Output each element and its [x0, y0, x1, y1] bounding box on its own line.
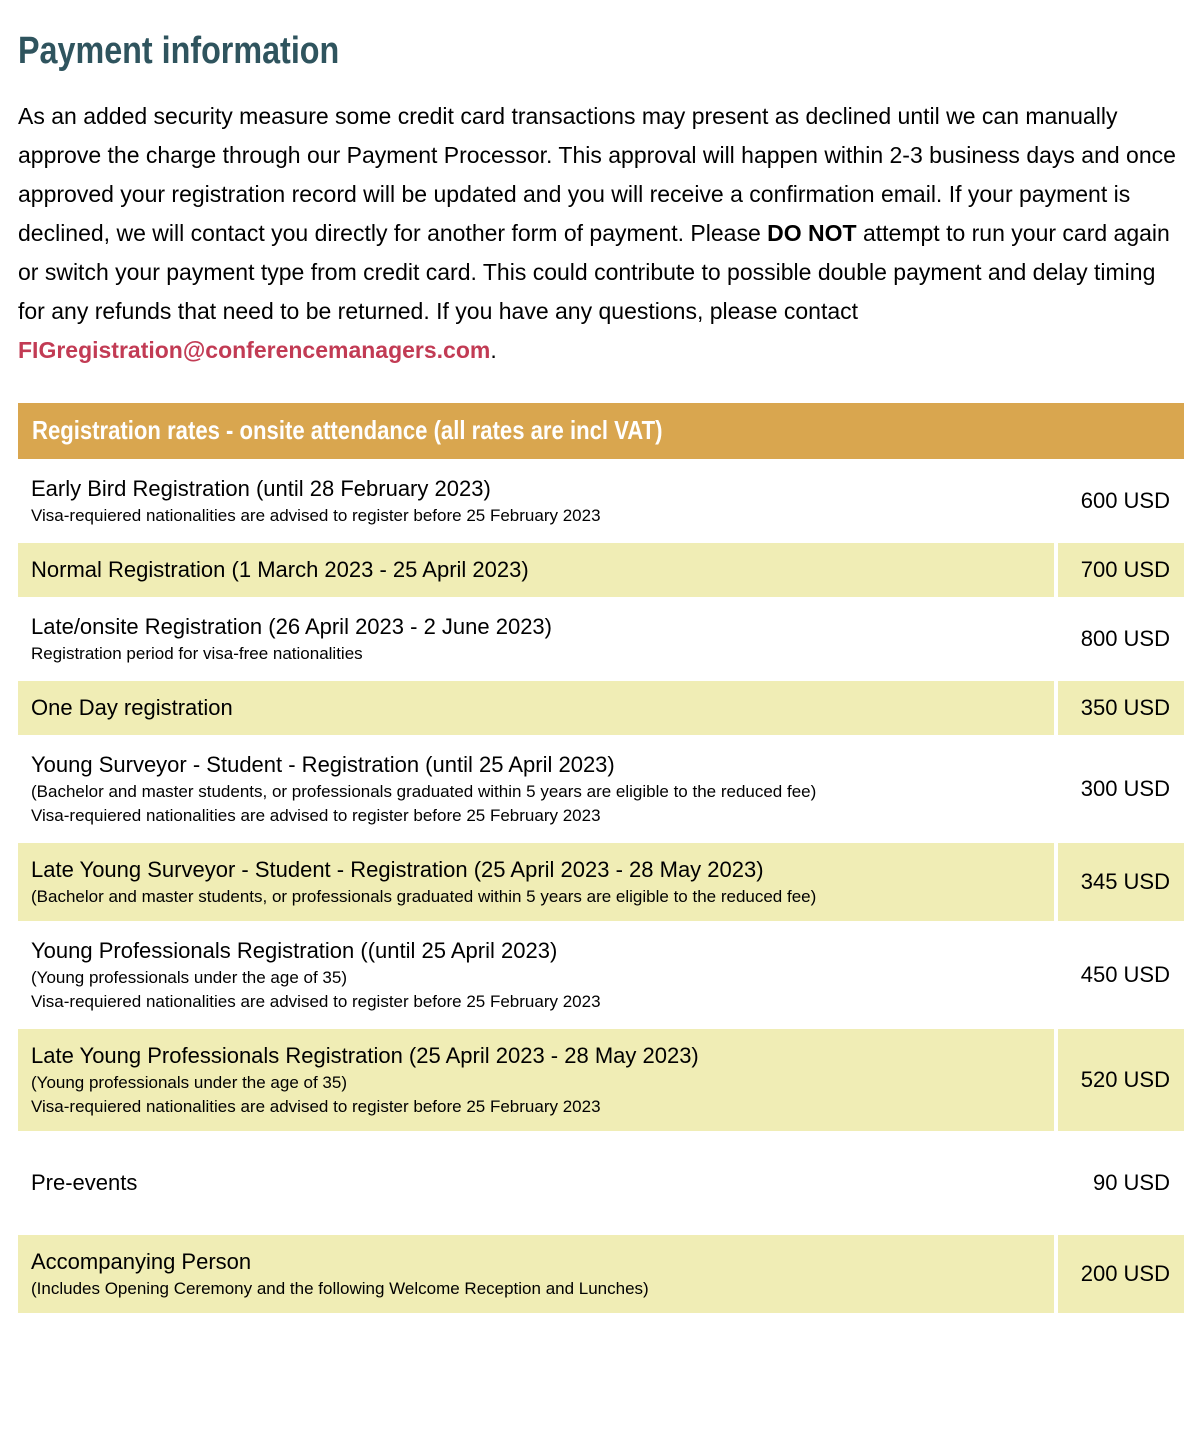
rate-title: Pre-events [31, 1170, 138, 1195]
rate-description-cell [18, 681, 1054, 735]
rate-subtitle: (Young professionals under the age of 35) [31, 1073, 347, 1092]
rate-title: Young Professionals Registration ((until 25 April 2023) [31, 938, 558, 963]
rate-row [18, 1235, 1184, 1313]
rate-row [18, 843, 1184, 921]
rate-price: 450 USD [1058, 924, 1184, 1026]
rate-description-cell [18, 1029, 1054, 1131]
rate-description-cell [18, 1235, 1054, 1313]
rate-description-cell [18, 738, 1054, 840]
rate-subtitle: (Young professionals under the age of 35) [31, 968, 347, 987]
rate-subtitle: Visa-requiered nationalities are advised to register before 25 February 2023 [31, 506, 601, 525]
rate-title: Late Young Professionals Registration (25 April 2023 - 28 May 2023) [31, 1043, 699, 1068]
rate-row [18, 681, 1184, 735]
page-title: Payment information [18, 30, 340, 72]
rate-description-cell [18, 600, 1054, 678]
rate-description-cell [18, 843, 1054, 921]
rate-subtitle: (Includes Opening Ceremony and the following Welcome Reception and Lunches) [31, 1279, 649, 1298]
rate-row [18, 462, 1184, 540]
rate-row [18, 924, 1184, 1026]
rate-row [18, 1134, 1184, 1232]
rate-title: Early Bird Registration (until 28 February 2023) [31, 476, 491, 501]
rates-table-header [18, 403, 1184, 459]
rate-price: 345 USD [1058, 843, 1184, 921]
rate-price: 90 USD [1058, 1134, 1184, 1232]
rate-price: 600 USD [1058, 462, 1184, 540]
rate-price: 350 USD [1058, 681, 1184, 735]
rate-row [18, 600, 1184, 678]
rate-price: 200 USD [1058, 1235, 1184, 1313]
rate-title: Normal Registration (1 March 2023 - 25 April 2023) [31, 557, 529, 582]
rate-subtitle: Registration period for visa-free nationalities [31, 644, 363, 663]
sentence-period: . [490, 337, 497, 363]
rate-subtitle: (Bachelor and master students, or professionals graduated within 5 years are eligible to the reduced fee) [31, 887, 817, 906]
rate-row [18, 1029, 1184, 1131]
rate-title: Late/onsite Registration (26 April 2023 - 2 June 2023) [31, 614, 552, 639]
rate-price: 520 USD [1058, 1029, 1184, 1131]
rate-price: 700 USD [1058, 543, 1184, 597]
rates-table-header-label: Registration rates - onsite attendance (all rates are incl VAT) [32, 415, 663, 445]
rate-description-cell [18, 462, 1054, 540]
rate-row [18, 738, 1184, 840]
registration-rates-table [18, 403, 1184, 1313]
rate-description-cell [18, 1134, 1054, 1232]
paragraph-text-1: As an added security measure some credit card transactions may present as declined until we can manually approve the charge through our Payment Processor. This approval will happen within 2-3 business days and once approved your registration record will be updated and you will receive a confirmation email. If your payment is declined, we will contact you directly for another form of payment. Please [18, 103, 1176, 246]
rate-title: One Day registration [31, 695, 233, 720]
rate-description-cell [18, 543, 1054, 597]
rate-row [18, 543, 1184, 597]
rate-price: 300 USD [1058, 738, 1184, 840]
payment-info-paragraph [18, 97, 1184, 370]
registration-email-link[interactable]: FIGregistration@conferencemanagers.com [18, 337, 491, 363]
rate-title: Accompanying Person [31, 1249, 252, 1274]
rate-subtitle: Visa-requiered nationalities are advised to register before 25 February 2023 [31, 992, 601, 1011]
rate-price: 800 USD [1058, 600, 1184, 678]
rate-subtitle: Visa-requiered nationalities are advised to register before 25 February 2023 [31, 1097, 601, 1116]
rate-title: Young Surveyor - Student - Registration (until 25 April 2023) [31, 752, 615, 777]
rate-subtitle: Visa-requiered nationalities are advised to register before 25 February 2023 [31, 806, 601, 825]
do-not-emphasis: DO NOT [767, 220, 857, 246]
rates-table-body [18, 462, 1184, 1313]
rate-title: Late Young Surveyor - Student - Registration (25 April 2023 - 28 May 2023) [31, 857, 764, 882]
rate-subtitle: (Bachelor and master students, or professionals graduated within 5 years are eligible to the reduced fee) [31, 782, 817, 801]
rate-description-cell [18, 924, 1054, 1026]
paragraph-text-2: attempt to run your card again or switch your payment type from credit card. This could contribute to possible double payment and delay timing for any refunds that need to be returned. If you have any questions, please contact [18, 220, 1170, 324]
